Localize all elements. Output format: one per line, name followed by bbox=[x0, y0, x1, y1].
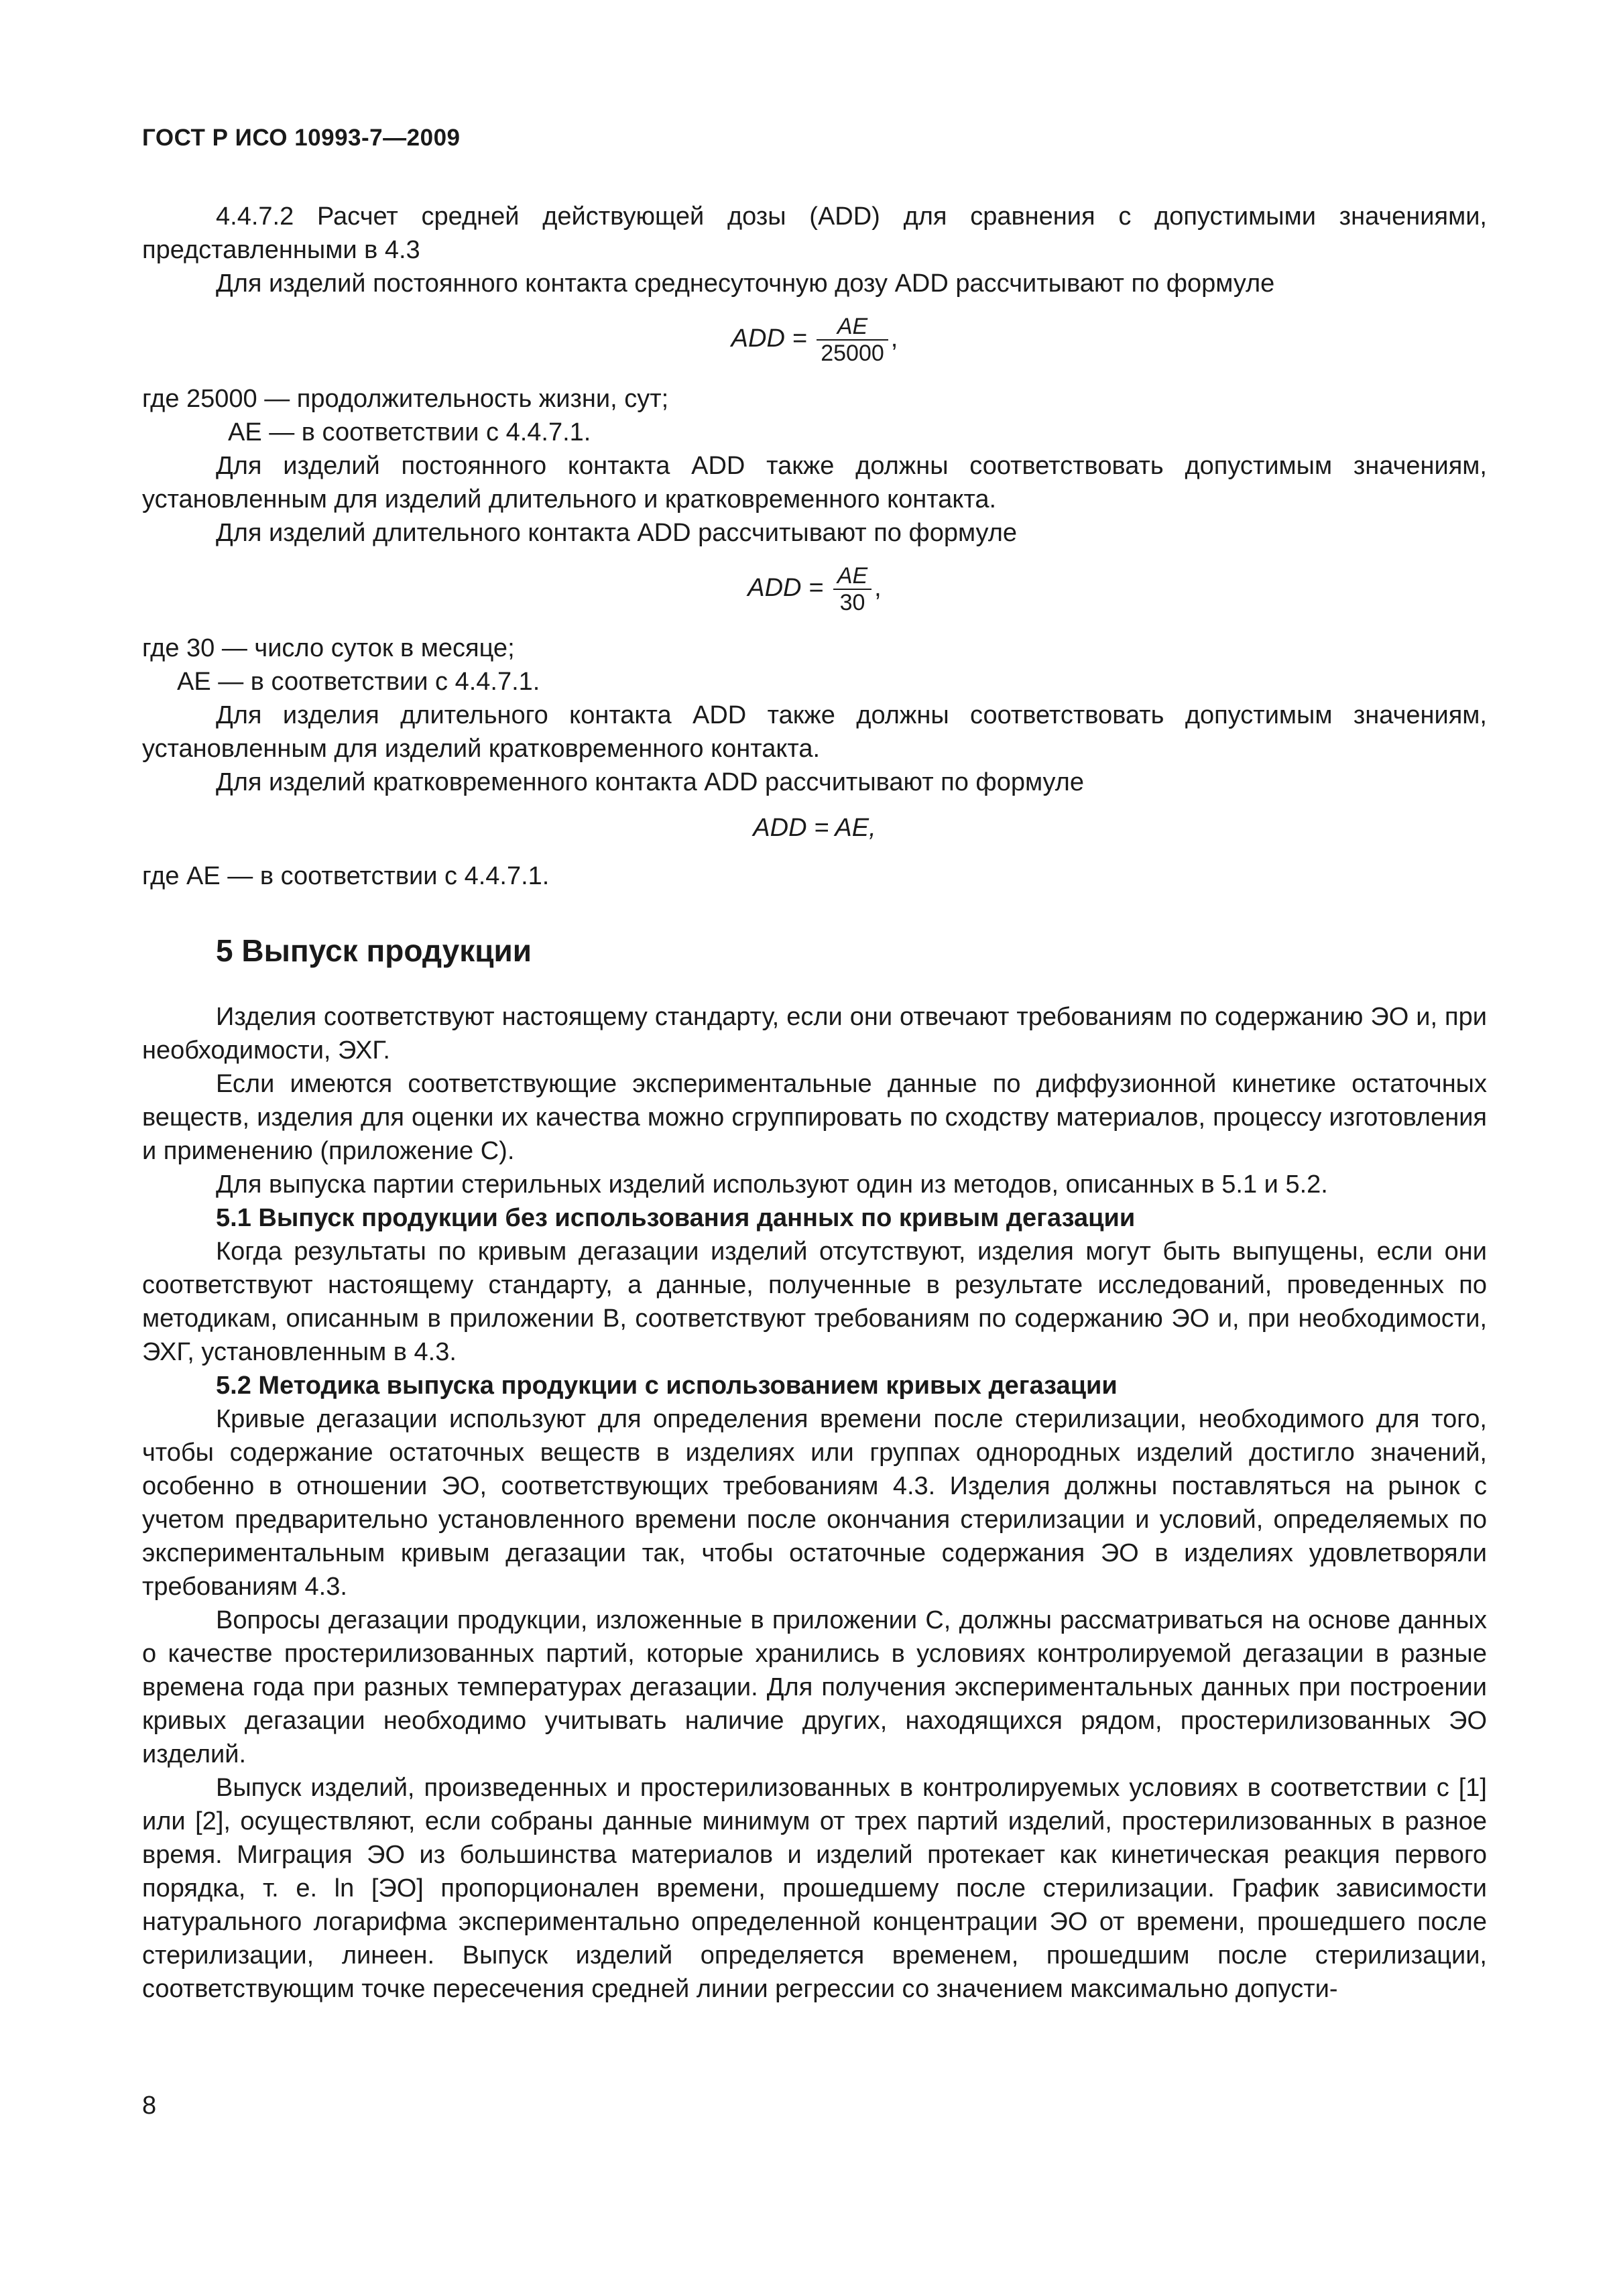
paragraph-5-2-a: Кривые дегазации используют для определения времени после стерилизации, необходимого для того, чтобы содержание остаточных веществ в изделиях или группах однородных изделий достигло значений, особенно в отношении ЭО, соответствующих требованиям 4.3. Изделия должны поставляться на рынок с учетом предварительно установленного времени после окончания стерилизации и условий, определяемых по экспериментальным кривым дегазации так, чтобы остаточные содержания ЭО в изделиях удовлетворяли требованиям 4.3. bbox=[142, 1405, 1487, 1601]
subsection-title-5-1: 5.1 Выпуск продукции без использования данных по кривым дегазации bbox=[216, 1204, 1136, 1232]
standard-header: ГОСТ Р ИСО 10993-7—2009 bbox=[142, 125, 461, 151]
paragraph-short-contact: Для изделий кратковременного контакта ADD рассчитывают по формуле bbox=[216, 768, 1084, 796]
paragraph-permanent-contact: Для изделий постоянного контакта среднесуточную дозу ADD рассчитывают по формуле bbox=[216, 269, 1275, 298]
fraction-numerator: AE bbox=[817, 314, 888, 341]
paragraph-long-contact: Для изделий длительного контакта ADD рассчитывают по формуле bbox=[216, 519, 1018, 547]
paragraph-5-2-b: Вопросы дегазации продукции, изложенные в приложении С, должны рассматриваться на основе данных о качестве простерилизованных партий, которые хранились в условиях контролируемой дегазации в разные времена года при разных температурах дегазации. Для получения экспериментальных данных при построении кривых дегазации необходимо учитывать наличие других, находящихся рядом, простерилизованных ЭО изделий. bbox=[142, 1606, 1487, 1768]
formula-add-short: ADD = AE, bbox=[753, 814, 876, 842]
formula-add-long bbox=[142, 563, 1487, 615]
paragraph-sec5-3: Для выпуска партии стерильных изделий используют один из методов, описанных в 5.1 и 5.2. bbox=[216, 1170, 1328, 1199]
subsection-title-5-2: 5.2 Методика выпуска продукции с использованием кривых дегазации bbox=[216, 1372, 1118, 1400]
page-number: 8 bbox=[142, 2092, 157, 2120]
fraction-denominator: 30 bbox=[839, 590, 865, 615]
paragraph-4472-intro: 4.4.7.2 Расчет средней действующей дозы (ADD) для сравнения с допустимыми значениями, представленными в 4.3 bbox=[142, 202, 1487, 264]
where-lifetime: где 25000 — продолжительность жизни, сут; bbox=[142, 385, 669, 413]
paragraph-5-2-c: Выпуск изделий, произведенных и простерилизованных в контролируемых условиях в соответствии с [1] или [2], осуществляют, если собраны данные минимум от трех партий изделий, простерилизованных в разное время. Миграция ЭО из большинства материалов и изделий протекает как кинетическая реакция первого порядка, т. е. ln [ЭО] пропорционален времени, прошедшему после стерилизации. График зависимости натурального логарифма экспериментально определенной концентрации ЭО от времени, прошедшего после стерилизации, линеен. Выпуск изделий определяется временем, прошедшим после стерилизации, соответствующим точке пересечения средней линии регрессии со значением максимально допусти- bbox=[142, 1774, 1487, 2003]
formula-lhs: ADD = bbox=[731, 324, 807, 353]
where-days-month: где 30 — число суток в месяце; bbox=[142, 634, 515, 662]
paragraph-long-limits: Для изделия длительного контакта ADD также должны соответствовать допустимым значениям, установленным для изделий кратковременного контакта. bbox=[142, 701, 1487, 763]
formula-add-permanent bbox=[142, 314, 1487, 366]
paragraph-sec5-2: Если имеются соответствующие экспериментальные данные по диффузионной кинетике остаточных веществ, изделия для оценки их качества можно сгруппировать по сходству материалов, процессу изготовления и применению (приложение С). bbox=[142, 1070, 1487, 1165]
paragraph-permanent-limits: Для изделий постоянного контакта ADD также должны соответствовать допустимым значениям, установленным для изделий длительного и кратковременного контакта. bbox=[142, 452, 1487, 513]
paragraph-sec5-1: Изделия соответствуют настоящему стандарту, если они отвечают требованиям по содержанию ЭО и, при необходимости, ЭХГ. bbox=[142, 1003, 1487, 1065]
section-title: 5 Выпуск продукции bbox=[216, 933, 532, 968]
formula-lhs: ADD = bbox=[747, 574, 824, 603]
where-ae-1: AE — в соответствии с 4.4.7.1. bbox=[228, 418, 591, 446]
where-ae-3: где AE — в соответствии с 4.4.7.1. bbox=[142, 862, 550, 890]
formula-tail: , bbox=[890, 324, 898, 353]
formula-fraction bbox=[833, 563, 871, 615]
fraction-numerator: AE bbox=[833, 563, 871, 590]
formula-fraction bbox=[817, 314, 888, 366]
paragraph-5-1: Когда результаты по кривым дегазации изделий отсутствуют, изделия могут быть выпущены, если они соответствуют настоящему стандарту, а данные, полученные в результате исследований, проведенных по методикам, описанным в приложении В, соответствуют требованиям по содержанию ЭО и, при необходимости, ЭХГ, установленным в 4.3. bbox=[142, 1237, 1487, 1366]
page-content bbox=[142, 200, 1487, 2006]
formula-tail: , bbox=[874, 574, 882, 603]
where-ae-2: AE — в соответствии с 4.4.7.1. bbox=[177, 668, 540, 696]
fraction-denominator: 25000 bbox=[821, 341, 884, 366]
